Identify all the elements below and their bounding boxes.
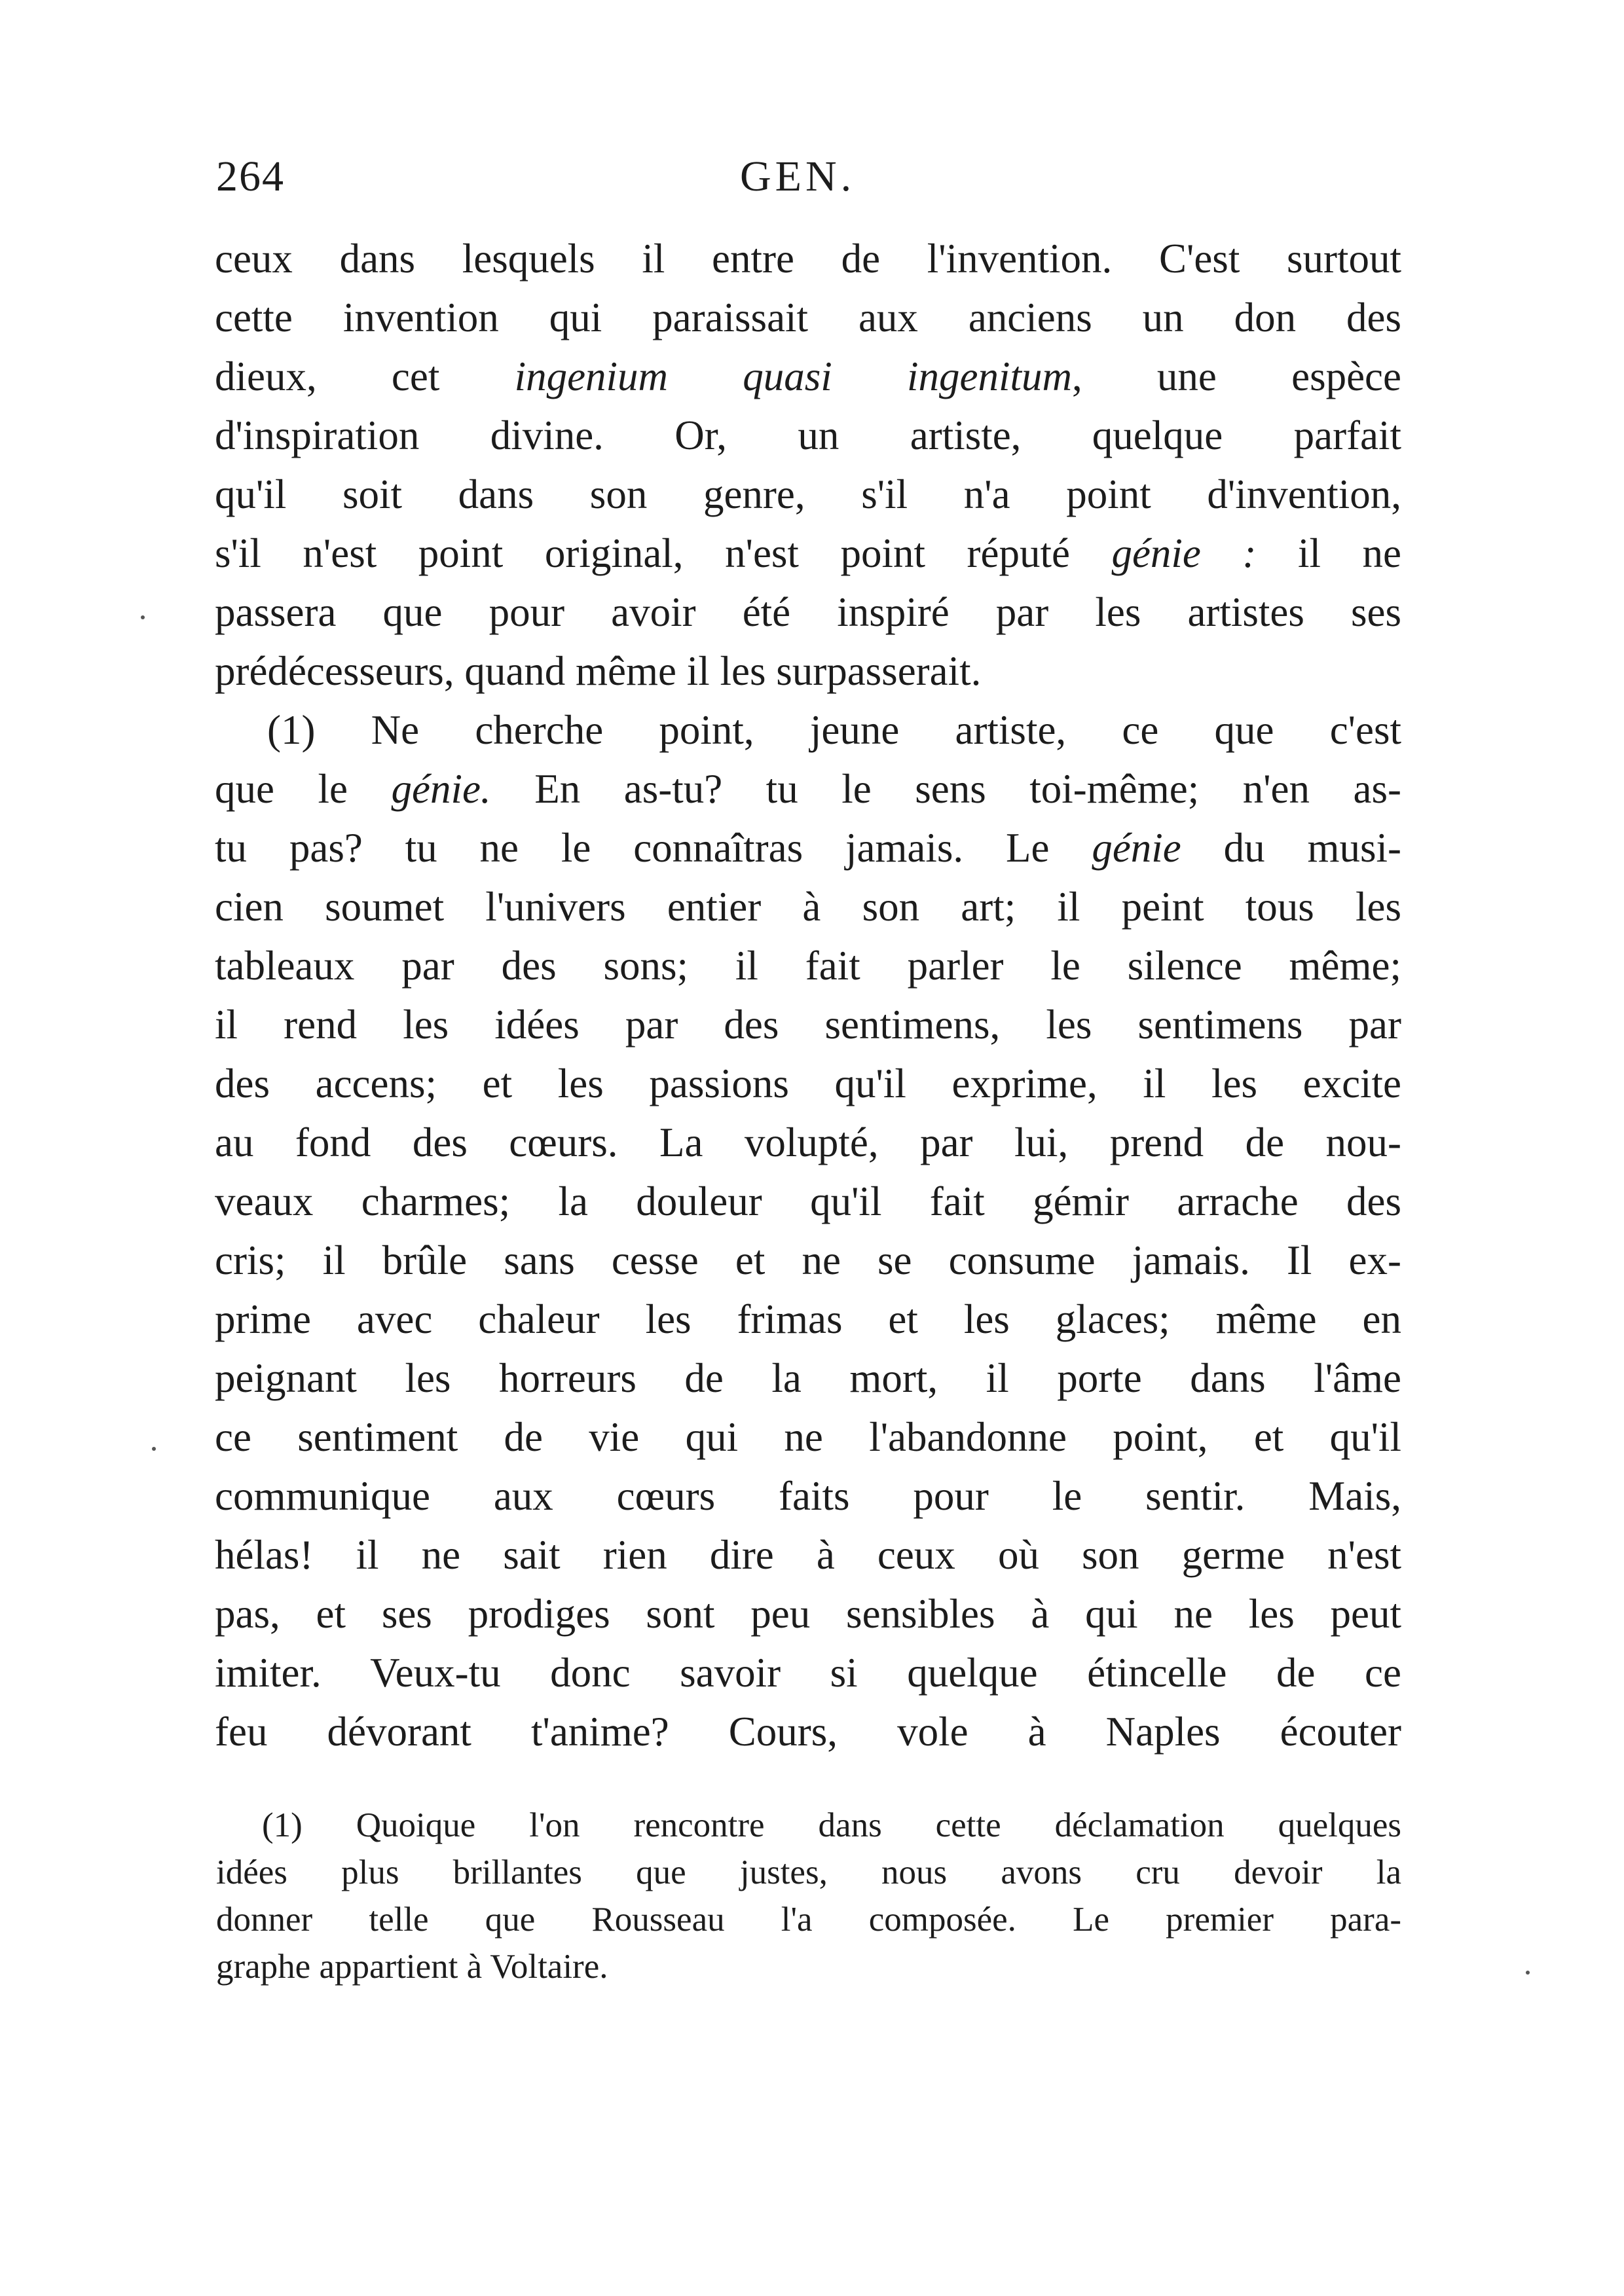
body-line: imiter. Veux-tu donc savoir si quelque étincelle de ce bbox=[215, 1650, 1401, 1696]
body-line: feu dévorant t'anime? Cours, vole à Naples écouter bbox=[215, 1709, 1401, 1755]
italic-term: génie. bbox=[391, 766, 491, 812]
footnote-line: graphe appartient à Voltaire. bbox=[216, 1948, 608, 1986]
running-head bbox=[216, 152, 1395, 211]
body-line: cris; il brûle sans cesse et ne se consume jamais. Il ex- bbox=[215, 1237, 1401, 1283]
body-text bbox=[215, 229, 1401, 1761]
body-line: qu'il soit dans son genre, s'il n'a point d'invention, bbox=[215, 471, 1401, 517]
italic-term: ingenium quasi ingenitum bbox=[514, 354, 1072, 399]
body-line: passera que pour avoir été inspiré par les artistes ses bbox=[215, 589, 1401, 635]
body-line: d'inspiration divine. Or, un artiste, quelque parfait bbox=[215, 412, 1401, 458]
body-line: dieux, cet ingenium quasi ingenitum, une espèce bbox=[215, 354, 1401, 399]
body-line: pas, et ses prodiges sont peu sensibles à qui ne les peut bbox=[215, 1591, 1401, 1637]
body-line: veaux charmes; la douleur qu'il fait gémir arrache des bbox=[215, 1178, 1401, 1224]
page-number: 264 bbox=[216, 153, 285, 200]
body-line: cien soumet l'univers entier à son art; il peint tous les bbox=[215, 884, 1401, 930]
body-line: il rend les idées par des sentimens, les sentimens par bbox=[215, 1002, 1401, 1048]
body-line: (1) Ne cherche point, jeune artiste, ce que c'est bbox=[267, 707, 1401, 753]
body-line: peignant les horreurs de la mort, il porte dans l'âme bbox=[215, 1355, 1401, 1401]
body-line: que le génie. En as-tu? tu le sens toi-même; n'en as- bbox=[215, 766, 1401, 812]
body-line: hélas! il ne sait rien dire à ceux où son germe n'est bbox=[215, 1532, 1401, 1578]
margin-speck bbox=[152, 1447, 156, 1451]
footnote-line: donner telle que Rousseau l'a composée. Le premier para- bbox=[216, 1901, 1401, 1939]
italic-term: génie bbox=[1092, 825, 1181, 871]
margin-speck bbox=[1526, 1971, 1530, 1975]
margin-speck bbox=[141, 615, 145, 619]
body-line: s'il n'est point original, n'est point réputé génie : il ne bbox=[215, 530, 1401, 576]
italic-term: génie : bbox=[1111, 530, 1257, 576]
footnote bbox=[216, 1802, 1401, 1990]
body-line: ce sentiment de vie qui ne l'abandonne point, et qu'il bbox=[215, 1414, 1401, 1460]
body-line: ceux dans lesquels il entre de l'invention. C'est surtout bbox=[215, 236, 1401, 282]
body-line: prédécesseurs, quand même il les surpasserait. bbox=[215, 648, 982, 694]
body-line: prime avec chaleur les frimas et les glaces; même en bbox=[215, 1296, 1401, 1342]
body-line: au fond des cœurs. La volupté, par lui, prend de nou- bbox=[215, 1120, 1401, 1165]
body-line: des accens; et les passions qu'il exprime, il les excite bbox=[215, 1061, 1401, 1106]
footnote-line: (1) Quoique l'on rencontre dans cette déclamation quelques bbox=[262, 1806, 1401, 1844]
body-line: communique aux cœurs faits pour le sentir. Mais, bbox=[215, 1473, 1401, 1519]
body-line: cette invention qui paraissait aux anciens un don des bbox=[215, 295, 1401, 340]
running-title: GEN. bbox=[740, 153, 856, 200]
footnote-line: idées plus brillantes que justes, nous avons cru devoir la bbox=[216, 1853, 1401, 1891]
body-line: tu pas? tu ne le connaîtras jamais. Le génie du musi- bbox=[215, 825, 1401, 871]
body-line: tableaux par des sons; il fait parler le silence même; bbox=[215, 943, 1401, 989]
